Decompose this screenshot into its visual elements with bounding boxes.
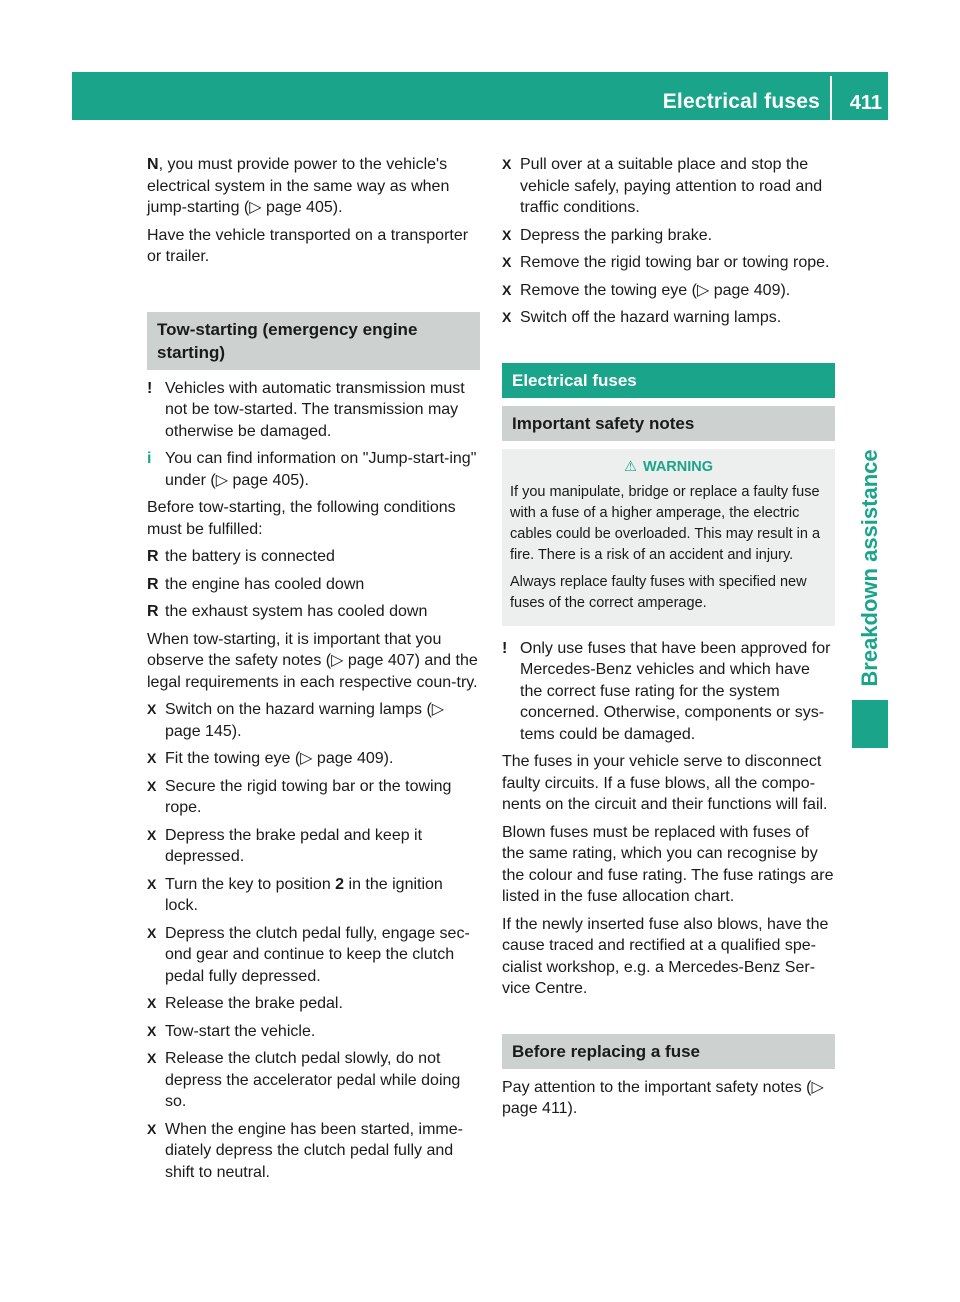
info-text: You can find information on "Jump-start-ing" under (▷ page 405). xyxy=(165,450,477,489)
step-item: X Fit the towing eye (▷ page 409). xyxy=(147,748,480,770)
cross-icon: X xyxy=(502,309,512,325)
bullet-icon: R xyxy=(147,548,159,565)
cross-icon: X xyxy=(147,875,157,892)
note-text: Vehicles with automatic transmission must not be tow-started. The transmission may otherwise be damaged. xyxy=(165,379,465,440)
paragraph: The fuses in your vehicle serve to disconnect faulty circuits. If a fuse blows, all the compo-nents on the circuit and their functions will fail. xyxy=(502,753,828,813)
bullet-icon: R xyxy=(147,575,159,593)
transport-paragraph: Have the vehicle transported on a transporter or trailer. xyxy=(147,226,469,265)
cross-icon: X xyxy=(147,1022,157,1039)
page-number: 411 xyxy=(849,92,882,114)
gear-letter: N xyxy=(147,156,159,173)
step-item: X Depress the parking brake. xyxy=(502,225,835,247)
section-heading-safety-notes: Important safety notes xyxy=(502,406,835,441)
step-item: X Switch off the hazard warning lamps. xyxy=(502,307,835,329)
cross-icon: X xyxy=(147,1120,157,1137)
step-item: X Pull over at a suitable place and stop the vehicle safely, paying attention to road and traffic conditions. xyxy=(502,156,823,216)
exclamation-icon: ! xyxy=(502,639,508,657)
bullet-icon: R xyxy=(147,603,159,620)
step-item: X Depress the clutch pedal fully, engage sec-ond gear and continue to keep the clutch pedal fully depressed. xyxy=(147,924,470,985)
header-divider xyxy=(830,76,832,120)
cross-icon: X xyxy=(147,701,157,717)
section-heading-tow-starting: Tow-starting (emergency engine starting) xyxy=(147,312,480,370)
step-item: X Secure the rigid towing bar or the towing rope. xyxy=(147,777,452,816)
warning-heading: ⚠ WARNING xyxy=(510,457,827,478)
cross-icon: X xyxy=(502,281,512,298)
step-item: X Depress the brake pedal and keep it depressed. xyxy=(147,826,423,865)
right-column xyxy=(502,154,835,1126)
conditions-intro: Before tow-starting, the following conditions must be fulfilled: xyxy=(147,499,456,538)
side-tab-block xyxy=(852,700,888,748)
warning-text: If you manipulate, bridge or replace a faulty fuse with a fuse of a higher amperage, the electric cables could be overloaded. This may result in a fire. There is a risk of an accident and injury. xyxy=(510,483,821,563)
info-icon: i xyxy=(147,450,152,467)
left-column xyxy=(147,154,480,1189)
warning-box xyxy=(502,449,835,626)
step-item: X Switch on the hazard warning lamps (▷ page 145). xyxy=(147,701,445,740)
list-item: R the engine has cooled down xyxy=(147,574,480,596)
intro-paragraph xyxy=(147,154,480,219)
info-jump-start xyxy=(147,448,480,491)
cross-icon: X xyxy=(502,226,512,243)
paragraph: Pay attention to the important safety notes (▷ page 411). xyxy=(502,1078,824,1117)
step-item: X Remove the rigid towing bar or towing rope. xyxy=(502,252,835,274)
cross-icon: X xyxy=(502,156,512,172)
intro-text: , you must provide power to the vehicle's electrical system in the same way as when jump-starting (▷ page 405). xyxy=(147,156,450,216)
cross-icon: X xyxy=(147,924,157,941)
paragraph: If the newly inserted fuse also blows, have the cause traced and rectified at a qualified spe-cialist workshop, e.g. a Mercedes-Benz Ser-vice Centre. xyxy=(502,915,829,997)
cross-icon: X xyxy=(147,995,157,1011)
header-bar xyxy=(72,72,888,120)
step-item: X Remove the towing eye (▷ page 409). xyxy=(502,280,835,302)
section-heading-electrical-fuses: Electrical fuses xyxy=(502,363,835,398)
step-item: X Release the brake pedal. xyxy=(147,993,480,1015)
page-title: Electrical fuses xyxy=(662,90,820,113)
note-automatic xyxy=(147,378,480,443)
warning-triangle-icon: ⚠ xyxy=(623,458,637,475)
cross-icon: X xyxy=(147,750,157,766)
step-item: X Turn the key to position 2 in the ignition lock. xyxy=(147,875,443,914)
paragraph: Blown fuses must be replaced with fuses of the same rating, which you can recognise by the colour and fuse rating. The fuse ratings are listed in the fuse allocation chart. xyxy=(502,823,834,905)
note-approved-fuses: ! Only use fuses that have been approved for Mercedes-Benz vehicles and which have the correct fuse rating for the system concerned. Otherwise, components or sys-tems could be damaged. xyxy=(502,639,831,743)
step-item: X Tow-start the vehicle. xyxy=(147,1021,480,1043)
cross-icon: X xyxy=(502,254,512,270)
section-heading-replacing-fuse: Before replacing a fuse xyxy=(502,1034,835,1069)
exclamation-icon: ! xyxy=(147,379,153,397)
safety-paragraph: When tow-starting, it is important that you observe the safety notes (▷ page 407) and the legal requirements in each respective coun-try. xyxy=(147,630,478,691)
cross-icon: X xyxy=(147,826,157,843)
warning-text: Always replace faulty fuses with specified new fuses of the correct amperage. xyxy=(510,573,807,611)
cross-icon: X xyxy=(147,1050,157,1066)
step-item: X Release the clutch pedal slowly, do not depress the accelerator pedal while doing so. xyxy=(147,1050,461,1110)
list-item: R the exhaust system has cooled down xyxy=(147,601,480,623)
step-item: X When the engine has been started, imme-diately depress the clutch pedal fully and shift to neutral. xyxy=(147,1120,463,1181)
side-tab-label: Breakdown assistance xyxy=(857,449,882,687)
list-item: R the battery is connected xyxy=(147,546,480,568)
cross-icon: X xyxy=(147,777,157,794)
